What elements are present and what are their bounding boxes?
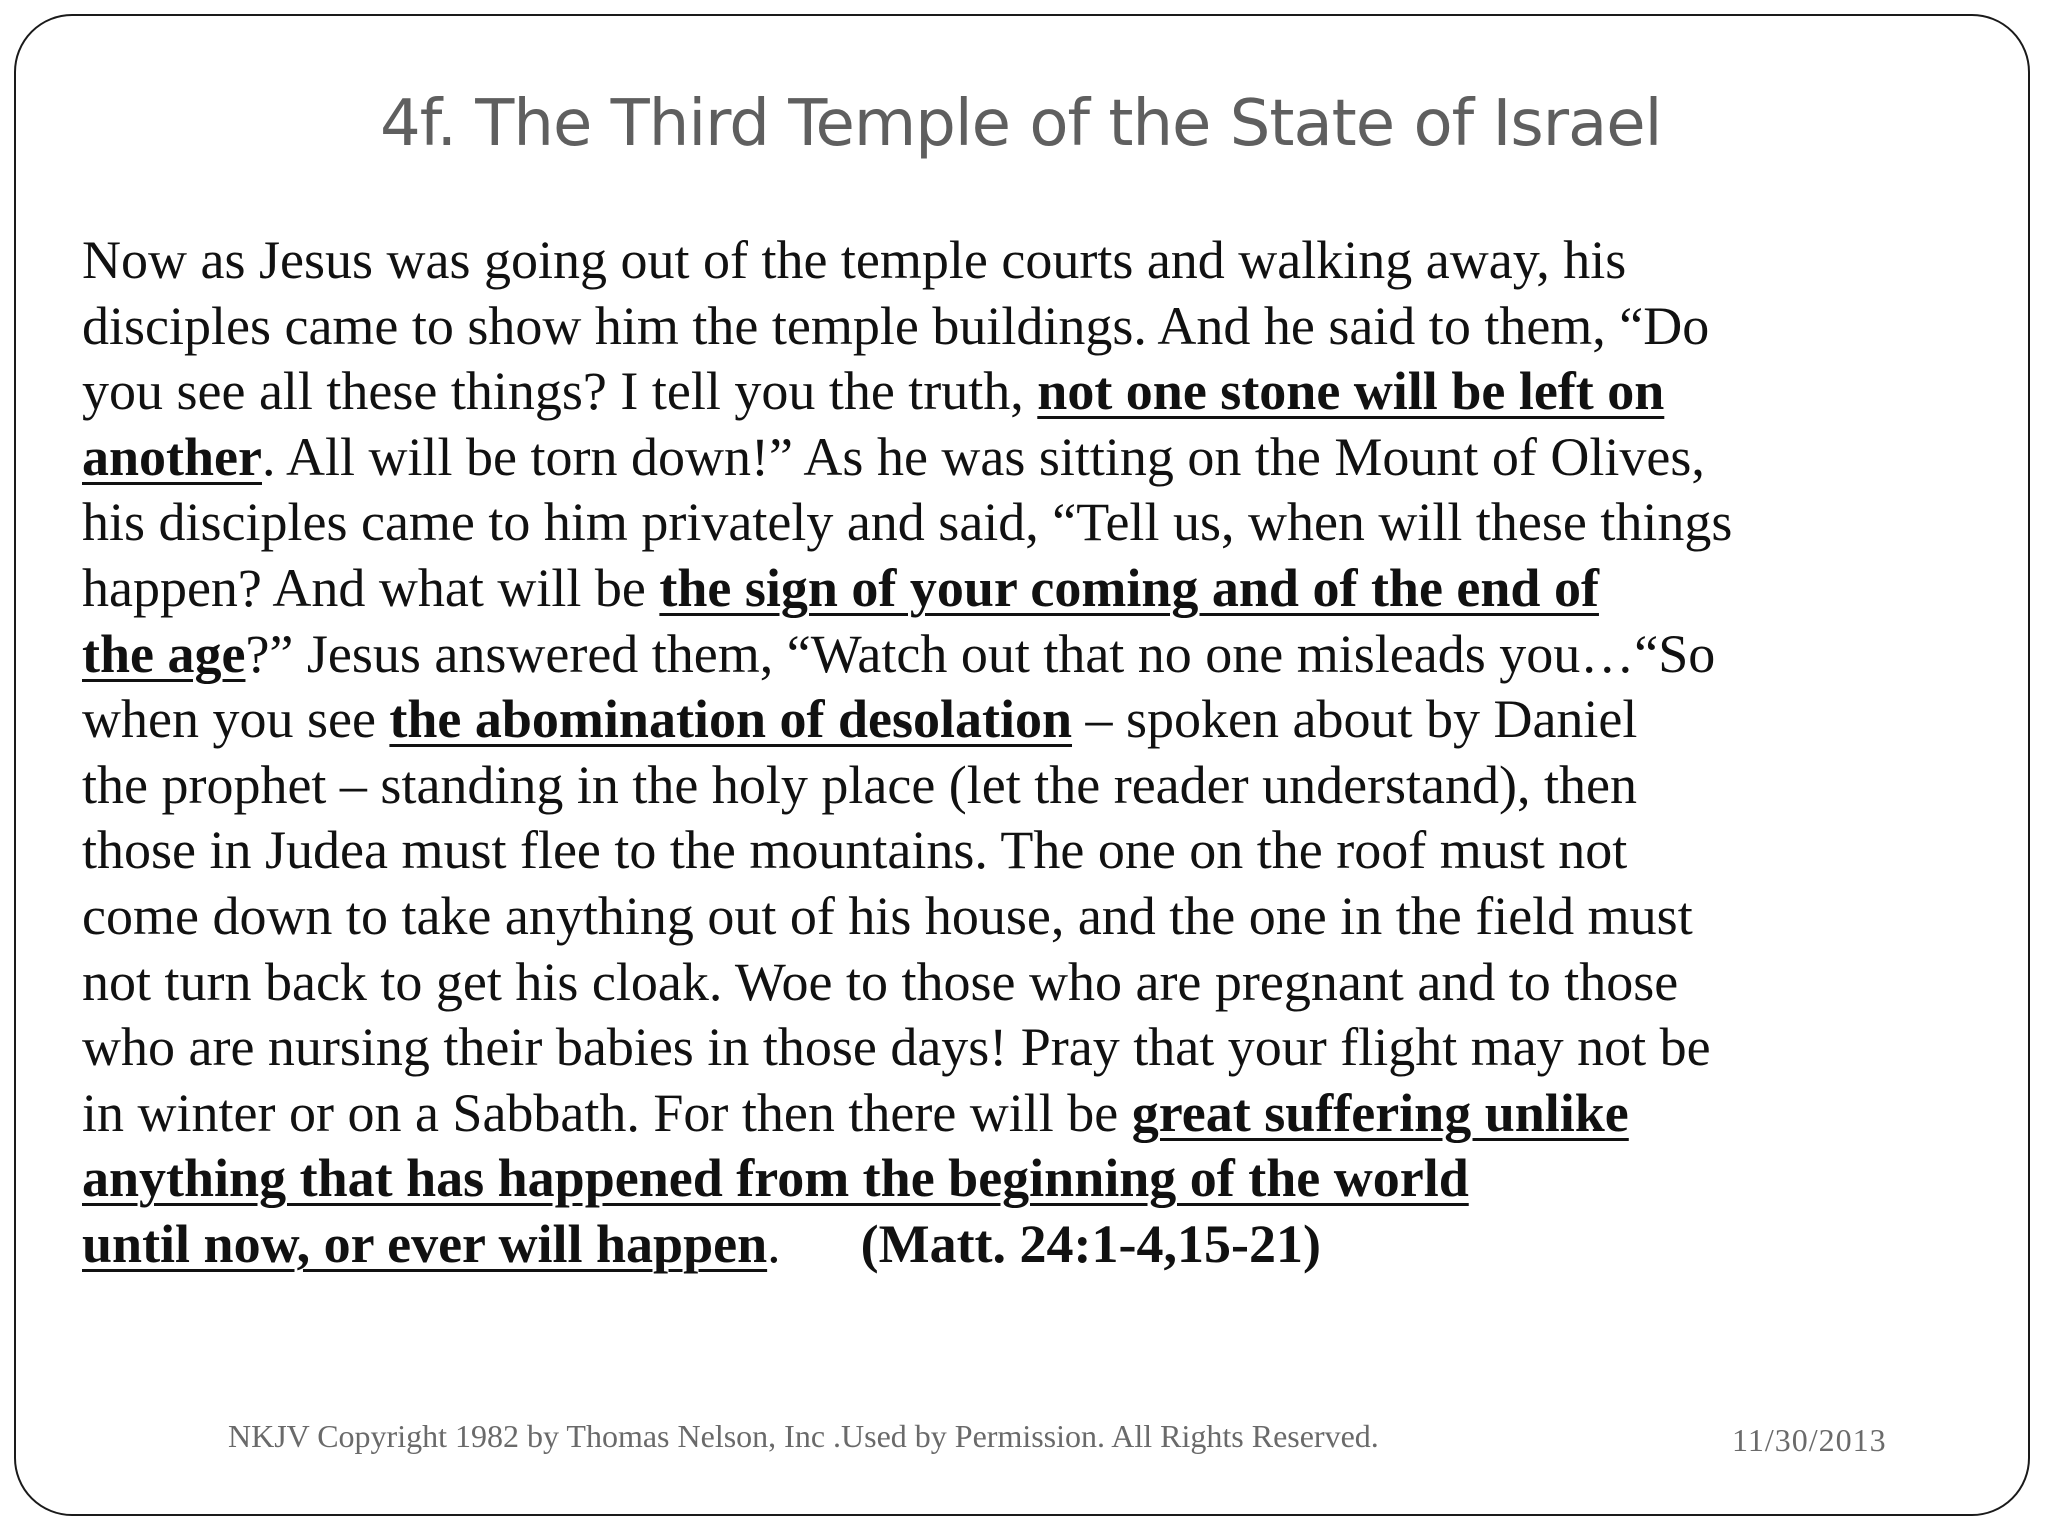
passage-text: ?” Jesus answered them, “Watch out that no one misleads you…“So: [245, 623, 1716, 684]
passage-line: [82, 687, 1994, 753]
passage-text: in winter or on a Sabbath. For then there will be: [82, 1082, 1132, 1143]
slide-title: 4f. The Third Temple of the State of Israel: [380, 87, 1662, 161]
passage-line: [82, 1146, 1994, 1212]
emphasized-phrase: great suffering unlike: [1131, 1082, 1629, 1143]
emphasized-phrase: the sign of your coming and of the end of: [659, 557, 1599, 618]
emphasized-phrase: another: [82, 426, 262, 487]
passage-text: the prophet – standing in the holy place (let the reader understand), then: [82, 754, 1637, 815]
passage-text: come down to take anything out of his house, and the one in the field must: [82, 885, 1693, 946]
emphasized-phrase: anything that has happened from the beginning of the world: [82, 1148, 1469, 1209]
passage-line: [82, 950, 1994, 1016]
emphasized-phrase: not one stone will be left on: [1037, 361, 1665, 422]
emphasized-phrase: the abomination of desolation: [389, 689, 1072, 750]
passage-line: [82, 294, 1994, 360]
passage-line: [82, 1015, 1994, 1081]
passage-text: .: [767, 1213, 781, 1274]
passage-text: . All will be torn down!” As he was sitting on the Mount of Olives,: [261, 426, 1705, 487]
passage-text: not turn back to get his cloak. Woe to those who are pregnant and to those: [82, 951, 1679, 1012]
passage-text: you see all these things? I tell you the truth,: [82, 361, 1038, 422]
passage-text: when you see: [82, 689, 390, 750]
passage-line: [82, 622, 1994, 688]
passage-text: Now as Jesus was going out of the temple courts and walking away, his: [82, 230, 1627, 290]
copyright-notice: NKJV Copyright 1982 by Thomas Nelson, Inc .Used by Permission. All Rights Reserved.: [228, 1418, 1379, 1454]
passage-text: happen? And what will be: [82, 557, 660, 618]
passage-line: [82, 818, 1994, 884]
passage-text: his disciples came to him privately and said, “Tell us, when will these things: [82, 492, 1733, 553]
emphasized-phrase: until now, or ever will happen: [82, 1213, 768, 1274]
passage-line: [82, 884, 1994, 950]
passage-line: [82, 1212, 1994, 1278]
scripture-passage: [82, 228, 1994, 1278]
passage-text: who are nursing their babies in those days! Pray that your flight may not be: [82, 1017, 1711, 1078]
passage-line: [82, 425, 1994, 491]
passage-line: [82, 1081, 1994, 1147]
passage-line: [82, 556, 1994, 622]
passage-text: those in Judea must flee to the mountains. The one on the roof must not: [82, 820, 1628, 881]
passage-text: disciples came to show him the temple buildings. And he said to them, “Do: [82, 295, 1710, 356]
passage-line: [82, 228, 1994, 294]
slide-date: 11/30/2013: [1732, 1422, 1887, 1458]
passage-line: [82, 359, 1994, 425]
passage-line: [82, 490, 1994, 556]
emphasized-phrase: the age: [82, 623, 246, 684]
scripture-reference: (Matt. 24:1-4,15-21): [860, 1213, 1321, 1274]
passage-line: [82, 753, 1994, 819]
passage-text: – spoken about by Daniel: [1072, 689, 1638, 750]
